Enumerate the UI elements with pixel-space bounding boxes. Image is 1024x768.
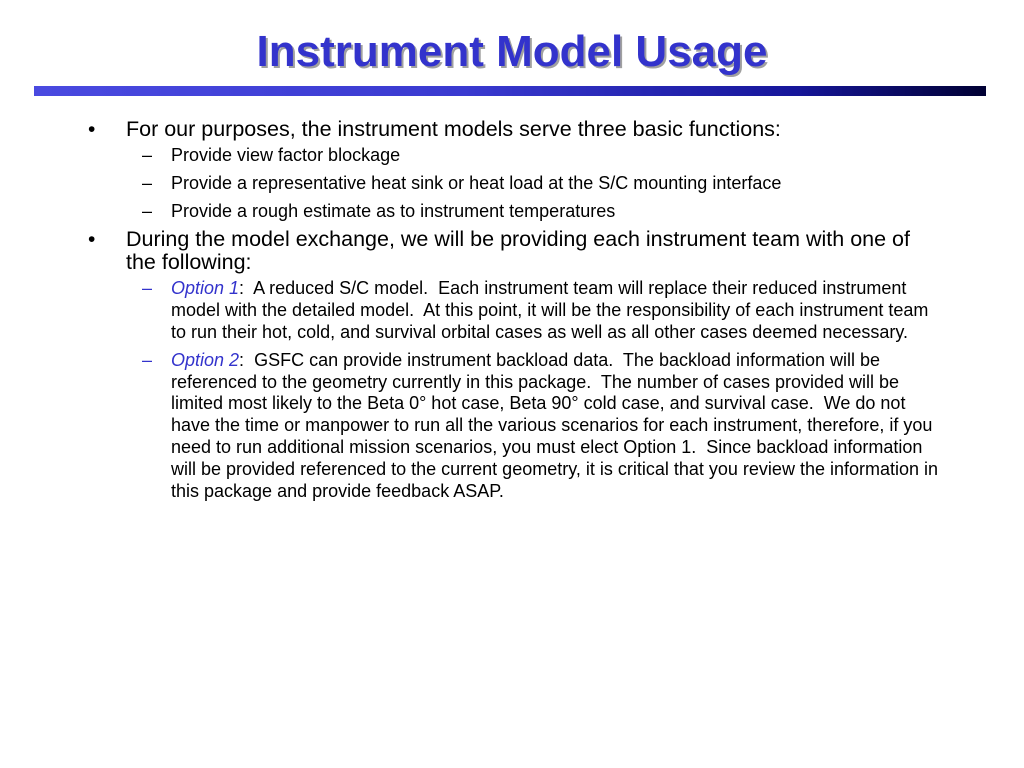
- option-1-item: [126, 278, 944, 343]
- option-1-label: Option 1: [171, 278, 240, 299]
- bullet-item: [84, 228, 944, 502]
- dash-icon: –: [142, 278, 153, 299]
- bullet-text: For our purposes, the instrument models serve three basic functions:: [126, 117, 781, 141]
- option-2-label: Option 2: [171, 349, 240, 370]
- sub-bullet-list: [126, 145, 944, 222]
- dash-icon: –: [142, 145, 153, 165]
- sub-bullet-text: Provide view factor blockage: [171, 145, 401, 165]
- bullet-dot-icon: •: [88, 118, 96, 141]
- option-separator: :: [239, 349, 245, 370]
- sub-bullet-item: [126, 145, 944, 167]
- slide-body: [84, 118, 944, 508]
- bullet-text: During the model exchange, we will be providing each instrument team with one of the following:: [126, 227, 910, 275]
- dash-icon: –: [142, 200, 153, 221]
- bullet-item: [84, 118, 944, 222]
- option-2-text: GSFC can provide instrument backload data. The backload information will be referenced to the geometry currently in this package. The number of cases provided will be limited most likely to the Beta 0° hot case, Beta 90° cold case, and survival case. We do not have the time or manpower to run all the various scenarios for each instrument, therefore, if you need to run additional mission scenarios, you must elect Option 1. Since backload information will be provided referenced to the current geometry, it is critical that you review the information in this package and provide feedback ASAP.: [171, 349, 944, 501]
- option-separator: :: [239, 278, 245, 299]
- title-divider-bar: [34, 86, 986, 96]
- bullet-dot-icon: •: [88, 228, 96, 252]
- sub-bullet-item: [126, 201, 944, 223]
- option-2-item: [126, 350, 944, 503]
- sub-bullet-text: Provide a rough estimate as to instrument temperatures: [171, 200, 616, 221]
- option-1-text: A reduced S/C model. Each instrument team will replace their reduced instrument model with the detailed model. At this point, it will be the responsibility of each instrument team to run their hot, cold, and survival orbital cases as well as all other cases deemed necessary.: [171, 278, 934, 342]
- sub-bullet-item: [126, 173, 944, 195]
- sub-bullet-text: Provide a representative heat sink or heat load at the S/C mounting interface: [171, 172, 782, 193]
- slide-title: Instrument Model Usage: [256, 27, 768, 76]
- dash-icon: –: [142, 349, 153, 370]
- dash-icon: –: [142, 172, 153, 193]
- sub-bullet-list: [126, 278, 944, 502]
